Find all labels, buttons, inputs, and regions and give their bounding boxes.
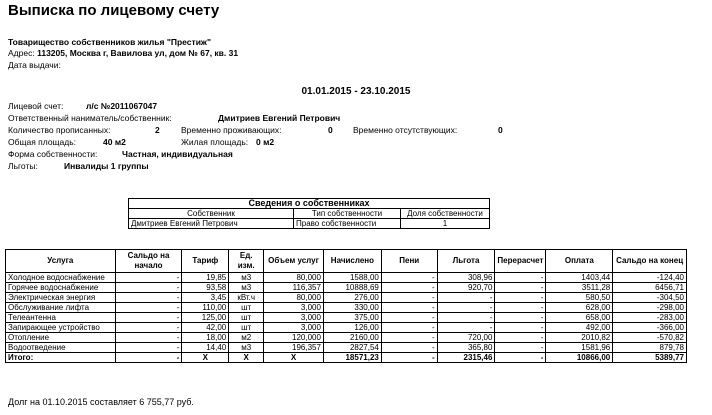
owner-value: Дмитриев Евгений Петрович (218, 113, 341, 123)
benefits-label: Льготы: (8, 161, 38, 171)
address-line (8, 48, 238, 58)
benefits-value: Инвалиды 1 группы (64, 161, 149, 171)
total-cell: - (381, 353, 437, 363)
total-row (6, 353, 687, 363)
ownership-share-cell: 1 (401, 219, 490, 229)
owners-table-caption: Сведения о собственниках (129, 199, 490, 209)
table-cell: - (381, 333, 437, 343)
table-cell: 42,00 (182, 323, 229, 333)
address-label: Адрес: (8, 48, 35, 58)
table-cell: 375,00 (323, 313, 381, 323)
total-cell: - (115, 353, 182, 363)
table-cell: 10888,69 (323, 283, 381, 293)
table-cell: -366,00 (613, 323, 687, 333)
table-cell: 628,00 (546, 303, 613, 313)
table-cell: 492,00 (546, 323, 613, 333)
services-header-cell: Сальдо на конец (613, 250, 687, 273)
table-cell: 6456,71 (613, 283, 687, 293)
table-cell: 14,40 (182, 343, 229, 353)
table-cell: - (115, 303, 182, 313)
table-row (6, 323, 687, 333)
table-cell: -304,50 (613, 293, 687, 303)
table-cell: 308,96 (437, 273, 495, 283)
table-cell: - (381, 343, 437, 353)
owners-header-type: Тип собственности (294, 209, 401, 219)
table-cell: шт (229, 323, 264, 333)
ownership-form-value: Частная, индивидуальная (122, 149, 233, 159)
table-cell: -298,00 (613, 303, 687, 313)
table-cell: 1581,96 (546, 343, 613, 353)
service-name-cell: Электрическая энергия (6, 293, 116, 303)
table-cell: кВт.ч (229, 293, 264, 303)
table-cell: -570,82 (613, 333, 687, 343)
table-cell: - (495, 343, 546, 353)
temp-living-label: Временно проживающих: (181, 125, 282, 135)
table-cell: - (115, 323, 182, 333)
table-cell: 1588,00 (323, 273, 381, 283)
table-cell: - (381, 293, 437, 303)
services-header-cell: Объем услуг (264, 250, 324, 273)
table-cell: - (495, 313, 546, 323)
living-area-value: 0 м2 (256, 137, 275, 147)
service-name-cell: Водоотведение (6, 343, 116, 353)
service-name-cell: Холодное водоснабжение (6, 273, 116, 283)
table-cell: 196,357 (264, 343, 324, 353)
account-value: л/с №2011067047 (86, 101, 158, 111)
owners-header-share: Доля собственности (401, 209, 490, 219)
total-cell: X (182, 353, 229, 363)
table-row (6, 333, 687, 343)
table-cell: - (381, 303, 437, 313)
org-name: Товарищество собственников жилья "Престиж" (8, 37, 211, 47)
table-cell: - (495, 273, 546, 283)
table-cell: - (495, 323, 546, 333)
table-cell: 920,70 (437, 283, 495, 293)
table-cell: 276,00 (323, 293, 381, 303)
table-cell: - (437, 293, 495, 303)
table-row (6, 273, 687, 283)
account-label: Лицевой счет: (8, 101, 64, 111)
services-header-cell: Сальдо на начало (115, 250, 182, 273)
living-area-label: Жилая площадь: (181, 137, 249, 147)
table-cell: 19,85 (182, 273, 229, 283)
table-cell: 93,58 (182, 283, 229, 293)
table-cell: 116,357 (264, 283, 324, 293)
total-cell: X (229, 353, 264, 363)
registered-value: 2 (155, 125, 160, 135)
services-header-cell: Ед. изм. (229, 250, 264, 273)
report-period: 01.01.2015 - 23.10.2015 (301, 86, 411, 97)
owner-label: Ответственный наниматель/собственник: (8, 113, 172, 123)
table-cell: - (495, 303, 546, 313)
table-cell: 365,80 (437, 343, 495, 353)
owners-row (129, 219, 490, 229)
table-cell: шт (229, 313, 264, 323)
debt-note: Долг на 01.10.2015 составляет 6 755,77 руб. (8, 397, 194, 407)
total-cell: 2315,46 (437, 353, 495, 363)
table-cell: м3 (229, 273, 264, 283)
table-cell: 80,000 (264, 273, 324, 283)
table-cell: 2010,82 (546, 333, 613, 343)
table-cell: 18,00 (182, 333, 229, 343)
table-cell: шт (229, 303, 264, 313)
temp-absent-label: Временно отсутствующих: (353, 125, 458, 135)
service-name-cell: Обслуживание лифта (6, 303, 116, 313)
table-cell: 125,00 (182, 313, 229, 323)
table-cell: 110,00 (182, 303, 229, 313)
table-cell: - (381, 323, 437, 333)
table-cell: 879,78 (613, 343, 687, 353)
table-cell: 3,000 (264, 323, 324, 333)
owners-header-owner: Собственник (129, 209, 294, 219)
owner-cell: Дмитриев Евгений Петрович (129, 219, 294, 229)
services-header-cell: Перерасчет (495, 250, 546, 273)
table-cell: - (437, 303, 495, 313)
table-cell: 658,00 (546, 313, 613, 323)
total-cell: 18571,23 (323, 353, 381, 363)
table-cell: 1403,44 (546, 273, 613, 283)
services-header-cell: Оплата (546, 250, 613, 273)
table-cell: - (115, 293, 182, 303)
table-cell: 2160,00 (323, 333, 381, 343)
service-name-cell: Телеантенна (6, 313, 116, 323)
table-cell: - (381, 313, 437, 323)
total-cell: - (495, 353, 546, 363)
table-cell: 720,00 (437, 333, 495, 343)
page-title: Выписка по лицевому счету (8, 2, 220, 19)
table-cell: - (495, 333, 546, 343)
table-cell: - (381, 273, 437, 283)
services-header-cell: Тариф (182, 250, 229, 273)
services-table (5, 249, 687, 363)
table-row (6, 303, 687, 313)
table-cell: 120,000 (264, 333, 324, 343)
total-cell: 10866,00 (546, 353, 613, 363)
table-cell: 2827,54 (323, 343, 381, 353)
table-cell: 3,45 (182, 293, 229, 303)
table-cell: - (437, 323, 495, 333)
table-row (6, 343, 687, 353)
table-cell: - (495, 283, 546, 293)
owners-table (128, 198, 490, 229)
services-header-row (6, 250, 687, 273)
table-cell: - (437, 313, 495, 323)
table-row (6, 283, 687, 293)
registered-label: Количество прописанных: (8, 125, 111, 135)
ownership-form-label: Форма собственности: (8, 149, 98, 159)
service-name-cell: Горячее водоснабжение (6, 283, 116, 293)
total-cell: 5389,77 (613, 353, 687, 363)
total-label-cell: Итого: (6, 353, 116, 363)
table-cell: 580,50 (546, 293, 613, 303)
table-cell: 330,00 (323, 303, 381, 313)
table-cell: - (115, 283, 182, 293)
table-cell: м2 (229, 333, 264, 343)
table-cell: 126,00 (323, 323, 381, 333)
total-cell: X (264, 353, 324, 363)
table-cell: - (115, 313, 182, 323)
table-cell: -124,40 (613, 273, 687, 283)
services-header-cell: Услуга (6, 250, 116, 273)
table-row (6, 313, 687, 323)
temp-living-value: 0 (328, 125, 333, 135)
table-row (6, 293, 687, 303)
table-cell: - (381, 283, 437, 293)
table-cell: м3 (229, 343, 264, 353)
table-cell: -283,00 (613, 313, 687, 323)
ownership-type-cell: Право собственности (294, 219, 401, 229)
services-header-cell: Пени (381, 250, 437, 273)
services-header-cell: Льгота (437, 250, 495, 273)
issue-date-label: Дата выдачи: (8, 60, 61, 70)
table-cell: 80,000 (264, 293, 324, 303)
services-header-cell: Начислено (323, 250, 381, 273)
total-area-label: Общая площадь: (8, 137, 77, 147)
table-cell: - (115, 343, 182, 353)
service-name-cell: Отопление (6, 333, 116, 343)
table-cell: - (115, 273, 182, 283)
table-cell: 3,000 (264, 313, 324, 323)
address-value: 113205, Москва г, Вавилова ул, дом № 67, кв. 31 (37, 48, 239, 58)
temp-absent-value: 0 (498, 125, 503, 135)
table-cell: м3 (229, 283, 264, 293)
table-cell: - (115, 333, 182, 343)
table-cell: 3,000 (264, 303, 324, 313)
total-area-value: 40 м2 (103, 137, 126, 147)
service-name-cell: Запирающее устройство (6, 323, 116, 333)
table-cell: 3511,28 (546, 283, 613, 293)
table-cell: - (495, 293, 546, 303)
